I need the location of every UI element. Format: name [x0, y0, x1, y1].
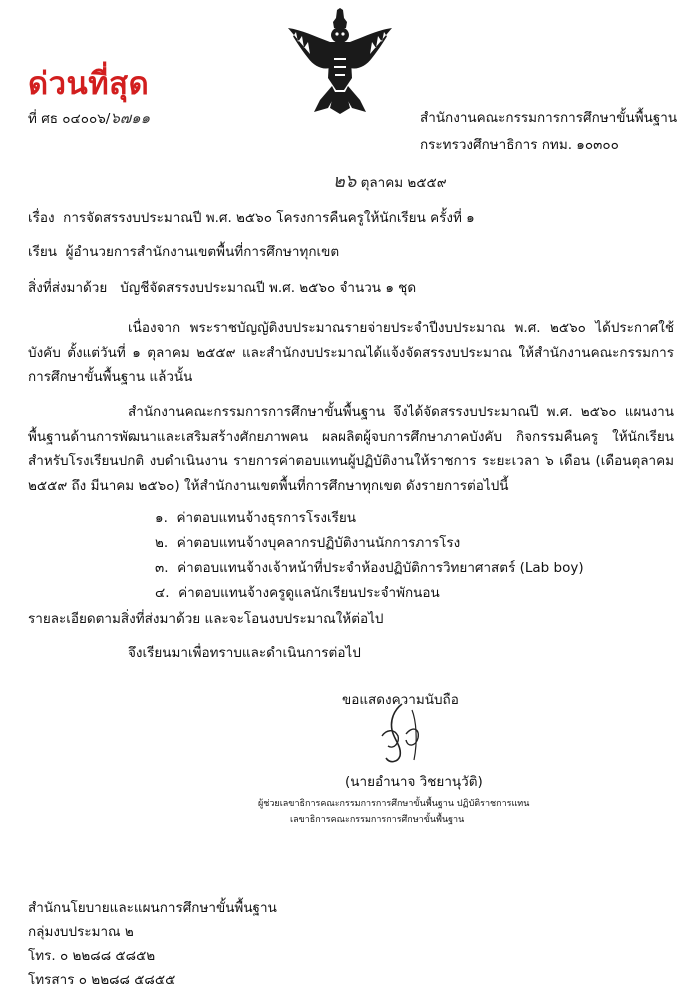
footer-phone: โทร. ๐ ๒๒๘๘ ๕๘๕๒ [28, 948, 156, 964]
recipient-text: ผู้อำนวยการสำนักงานเขตพื้นที่การศึกษาทุกเขต [65, 244, 340, 260]
subject-text: การจัดสรรงบประมาณปี พ.ศ. ๒๕๖๐ โครงการคืนครูให้นักเรียน ครั้งที่ ๑ [63, 210, 475, 226]
signatory-position-2: เลขาธิการคณะกรรมการการศึกษาขั้นพื้นฐาน [290, 815, 465, 825]
footer-fax: โทรสาร ๐ ๒๒๘๘ ๕๘๕๕ [28, 972, 176, 988]
list-item-number: ๔. [155, 585, 170, 601]
list-item-number: ๓. [155, 560, 169, 576]
salutation: ขอแสดงความนับถือ [342, 692, 459, 708]
subject-line [28, 208, 475, 228]
paragraph-2: สำนักงานคณะกรรมการการศึกษาขั้นพื้นฐาน จึงได้จัดสรรงบประมาณปี พ.ศ. ๒๕๖๐ แผนงานพื้นฐานด้านการพัฒนาและเสริมสร้างศักยภาพคน ผลผลิตผู้จบการศึกษาภาคบังคับ กิจกรรมคืนครู ให้นักเรียนสำหรับโรงเรียนปกติ งบดำเนินงาน รายการค่าตอบแทนผู้ปฏิบัติงานให้ราชการ ระยะเวลา ๖ เดือน (เดือนตุลาคม ๒๕๕๙ ถึง มีนาคม ๒๕๖๐) ให้สำนักงานเขตพื้นที่การศึกษาทุกเขต ดังรายการต่อไปนี้ [28, 404, 674, 494]
letter-date [333, 172, 447, 193]
urgency-stamp: ด่วนที่สุด [28, 66, 150, 102]
date-day-handwritten: ๒๖ [333, 171, 357, 192]
footer-department: สำนักนโยบายและแผนการศึกษาขั้นพื้นฐาน [28, 900, 277, 916]
list-item-text: ค่าตอบแทนจ้างธุรการโรงเรียน [176, 510, 357, 526]
list-item [155, 533, 460, 553]
garuda-emblem-icon [284, 8, 396, 114]
recipient-label: เรียน [28, 244, 58, 260]
enclosure-label: สิ่งที่ส่งมาด้วย [28, 280, 108, 296]
list-item-text: ค่าตอบแทนจ้างครูดูแลนักเรียนประจำพักนอน [178, 585, 440, 601]
enclosure-text: บัญชีจัดสรรงบประมาณปี พ.ศ. ๒๕๖๐ จำนวน ๑ ชุด [120, 280, 417, 296]
office-line-1: สำนักงานคณะกรรมการการศึกษาขั้นพื้นฐาน [420, 110, 678, 126]
list-item-number: ๒. [155, 535, 169, 551]
reference-handwritten: ๖๗๑๑ [110, 109, 151, 127]
signatory-position-1: ผู้ช่วยเลขาธิการคณะกรรมการการศึกษาขั้นพื้นฐาน ปฏิบัติราชการแทน [258, 799, 530, 809]
enclosure-line [28, 278, 416, 298]
list-item [155, 583, 440, 603]
recipient-line [28, 242, 339, 262]
detail-line: รายละเอียดตามสิ่งที่ส่งมาด้วย และจะโอนงบประมาณให้ต่อไป [28, 611, 384, 627]
signatory-name: (นายอำนาจ วิชยานุวัติ) [345, 774, 483, 790]
list-item [155, 508, 356, 528]
signature-mark-icon [372, 700, 432, 770]
list-item-number: ๑. [155, 510, 168, 526]
reference-number [28, 108, 150, 129]
reference-prefix: ที่ ศธ ๐๔๐๐๖/ [28, 111, 111, 127]
footer-group: กลุ่มงบประมาณ ๒ [28, 924, 134, 940]
office-line-2: กระทรวงศึกษาธิการ กทม. ๑๐๓๐๐ [420, 137, 619, 153]
list-item [155, 558, 584, 578]
date-month-year: ตุลาคม ๒๕๕๙ [360, 175, 447, 191]
paragraph-1: เนื่องจาก พระราชบัญญัติงบประมาณรายจ่ายประจำปีงบประมาณ พ.ศ. ๒๕๖๐ ได้ประกาศใช้บังคับ ตั้งแต่วันที่ ๑ ตุลาคม ๒๕๕๙ และสำนักงบประมาณได้แจ้งจัดสรรงบประมาณ ให้สำนักงานคณะกรรมการ การศึกษาขั้นพื้นฐาน แล้วนั้น [28, 320, 674, 385]
list-item-text: ค่าตอบแทนจ้างบุคลากรปฏิบัติงานนักการภารโรง [176, 535, 461, 551]
subject-label: เรื่อง [28, 210, 55, 226]
closing-request: จึงเรียนมาเพื่อทราบและดำเนินการต่อไป [128, 645, 361, 661]
list-item-text: ค่าตอบแทนจ้างเจ้าหน้าที่ประจำห้องปฏิบัติการวิทยาศาสตร์ (Lab boy) [177, 560, 584, 576]
